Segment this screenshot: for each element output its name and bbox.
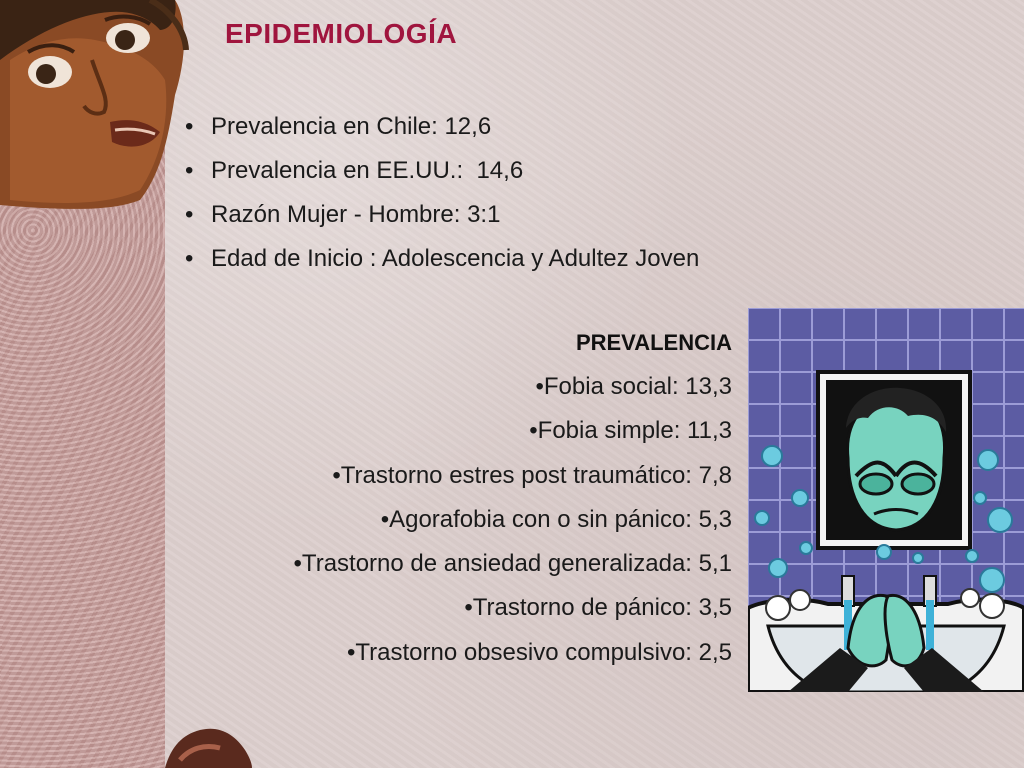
prevalence-item: •Trastorno de ansiedad generalizada: 5,1	[293, 550, 732, 578]
bullet-item	[185, 110, 699, 154]
bullet-dot: •	[185, 201, 194, 228]
bullet-dot: •	[185, 157, 194, 184]
slide-title: EPIDEMIOLOGÍA	[225, 18, 458, 49]
bullet-item	[185, 154, 699, 198]
partial-figure-illustration	[160, 720, 280, 768]
prevalence-item: •Trastorno obsesivo compulsivo: 2,5	[346, 638, 732, 666]
bullet-text: Prevalencia en EE.UU.: 14,6	[211, 157, 524, 184]
prevalence-heading: PREVALENCIA	[575, 330, 732, 355]
bullet-text: Razón Mujer - Hombre: 3:1	[211, 201, 501, 228]
bullet-text: Prevalencia en Chile: 12,6	[211, 113, 492, 140]
bullet-item	[185, 198, 699, 242]
cartoon-handwashing-illustration	[748, 308, 1024, 692]
prevalence-item: •Fobia social: 13,3	[535, 373, 732, 400]
epidemiology-bullet-list	[185, 110, 699, 286]
bullet-item	[185, 242, 699, 286]
bullet-dot: •	[185, 113, 194, 140]
prevalence-item: •Trastorno de pánico: 3,5	[464, 594, 732, 622]
prevalence-item: •Agorafobia con o sin pánico: 5,3	[380, 505, 732, 533]
prevalence-item: •Fobia simple: 11,3	[529, 417, 732, 445]
prevalence-block	[294, 326, 732, 680]
prevalence-item: •Trastorno estres post traumático: 7,8	[332, 461, 732, 489]
handwashing-cartoon-svg	[748, 308, 1024, 692]
bullet-dot: •	[185, 245, 194, 272]
bullet-text: Edad de Inicio : Adolescencia y Adultez Joven	[211, 245, 700, 272]
frightened-face-illustration	[0, 0, 190, 210]
